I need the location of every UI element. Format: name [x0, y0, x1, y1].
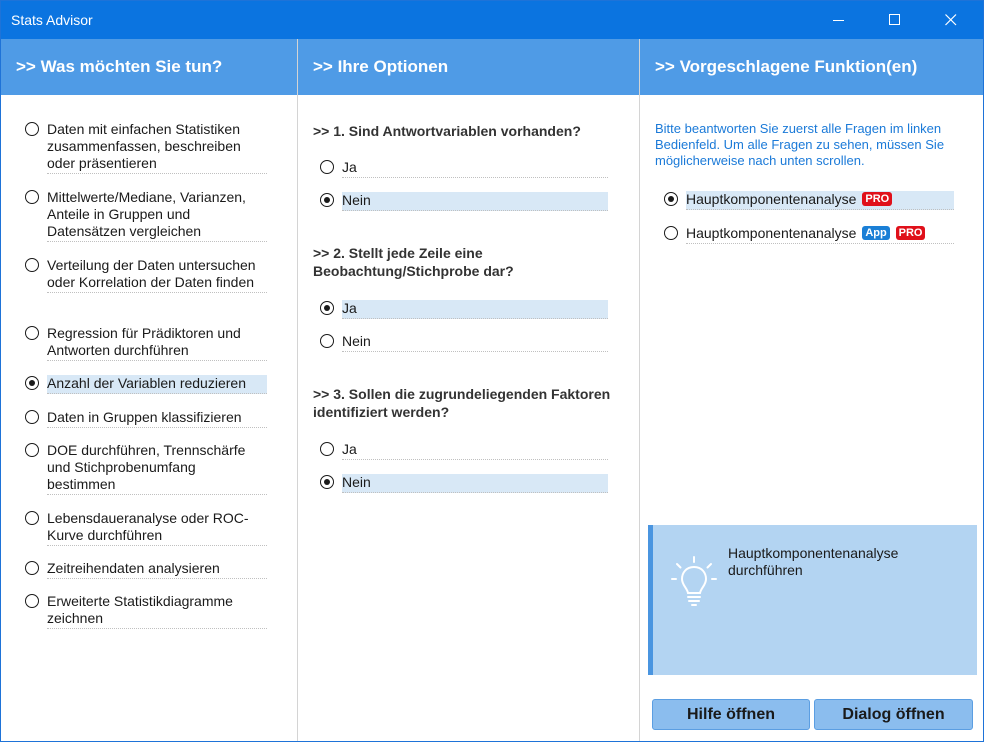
radio-button[interactable] [25, 511, 39, 525]
options-panel-header: >> Ihre Optionen [298, 39, 639, 95]
pro-badge: PRO [862, 192, 892, 206]
option-label: Erweiterte Statistikdiagramme zeichnen [47, 593, 267, 629]
option-label: Daten in Gruppen klassifizieren [47, 409, 267, 428]
q1-option-nein[interactable] [320, 192, 608, 211]
radio-button[interactable] [25, 410, 39, 424]
option-label: Daten mit einfachen Statistiken zusammenfassen, beschreiben oder präsentieren [47, 121, 267, 174]
radio-button-checked[interactable] [664, 192, 678, 206]
goal-option-classify[interactable] [25, 409, 267, 428]
title-bar [1, 1, 983, 39]
radio-button[interactable] [25, 443, 39, 457]
close-button[interactable] [923, 1, 979, 39]
app-badge: App [862, 226, 889, 240]
radio-button[interactable] [25, 190, 39, 204]
q3-option-ja[interactable] [320, 441, 608, 460]
radio-button-checked[interactable] [320, 193, 334, 207]
open-help-button[interactable]: Hilfe öffnen [652, 699, 810, 730]
goal-panel [1, 39, 297, 741]
q3-option-nein[interactable] [320, 474, 608, 493]
function-option-pca-pro[interactable] [664, 191, 954, 210]
option-label: Lebensdaueranalyse oder ROC-Kurve durchführen [47, 510, 267, 546]
goal-option-distribution[interactable] [25, 257, 267, 293]
close-icon [945, 14, 957, 26]
radio-button-checked[interactable] [320, 475, 334, 489]
suggestions-panel-header: >> Vorgeschlagene Funktion(en) [640, 39, 983, 95]
lightbulb-icon [671, 555, 717, 611]
goal-option-timeseries[interactable] [25, 560, 267, 579]
function-option-pca-app[interactable] [664, 225, 954, 244]
function-label: Hauptkomponentenanalyse [686, 225, 857, 241]
radio-button-checked[interactable] [25, 376, 39, 390]
goal-option-compare[interactable] [25, 189, 267, 242]
option-label: Nein [342, 474, 608, 493]
goal-option-doe[interactable] [25, 442, 267, 495]
maximize-button[interactable] [867, 1, 923, 39]
goal-option-regression[interactable] [25, 325, 267, 361]
radio-button[interactable] [320, 334, 334, 348]
option-label: Zeitreihendaten analysieren [47, 560, 267, 579]
radio-button-checked[interactable] [320, 301, 334, 315]
radio-button[interactable] [25, 258, 39, 272]
option-label: Nein [342, 333, 608, 352]
radio-button[interactable] [25, 561, 39, 575]
goal-option-survival[interactable] [25, 510, 267, 546]
option-label: Ja [342, 441, 608, 460]
option-label: Regression für Prädiktoren und Antworten durchführen [47, 325, 267, 361]
radio-button[interactable] [664, 226, 678, 240]
goal-option-advanced-plots[interactable] [25, 593, 267, 629]
radio-button[interactable] [25, 122, 39, 136]
option-label: DOE durchführen, Trennschärfe und Stichprobenumfang bestimmen [47, 442, 267, 495]
radio-button[interactable] [25, 326, 39, 340]
tip-text: Hauptkomponentenanalyse durchführen [728, 545, 899, 578]
option-label: Anzahl der Variablen reduzieren [47, 375, 267, 394]
goal-option-summarize[interactable] [25, 121, 267, 174]
window-title: Stats Advisor [11, 12, 93, 28]
option-label: Nein [342, 192, 608, 211]
option-label: Ja [342, 159, 608, 178]
q2-option-nein[interactable] [320, 333, 608, 352]
goal-option-reduce-variables[interactable] [25, 375, 267, 394]
question-2: >> 2. Stellt jede Zeile eine Beobachtung/Stichprobe dar? [313, 245, 514, 279]
tip-box [648, 525, 977, 675]
pro-badge: PRO [896, 226, 926, 240]
suggestions-panel [640, 39, 983, 741]
info-text: Bitte beantworten Sie zuerst alle Fragen im linken Bedienfeld. Um alle Fragen zu sehen, müssen Sie möglicherweise nach unten scrollen. [655, 121, 945, 168]
option-label: Verteilung der Daten untersuchen oder Korrelation der Daten finden [47, 257, 267, 293]
maximize-icon [889, 14, 901, 26]
radio-button[interactable] [320, 442, 334, 456]
radio-button[interactable] [25, 594, 39, 608]
option-label: Ja [342, 300, 608, 319]
goal-panel-header: >> Was möchten Sie tun? [1, 39, 297, 95]
minimize-button[interactable] [811, 1, 867, 39]
minimize-icon [833, 14, 845, 26]
open-dialog-button[interactable]: Dialog öffnen [814, 699, 973, 730]
q2-option-ja[interactable] [320, 300, 608, 319]
question-1: >> 1. Sind Antwortvariablen vorhanden? [313, 123, 581, 139]
option-label: Mittelwerte/Mediane, Varianzen, Anteile in Gruppen und Datensätzen vergleichen [47, 189, 267, 242]
question-3: >> 3. Sollen die zugrundeliegenden Faktoren identifiziert werden? [313, 386, 611, 420]
function-label: Hauptkomponentenanalyse [686, 191, 857, 207]
radio-button[interactable] [320, 160, 334, 174]
q1-option-ja[interactable] [320, 159, 608, 178]
options-panel [298, 39, 639, 741]
